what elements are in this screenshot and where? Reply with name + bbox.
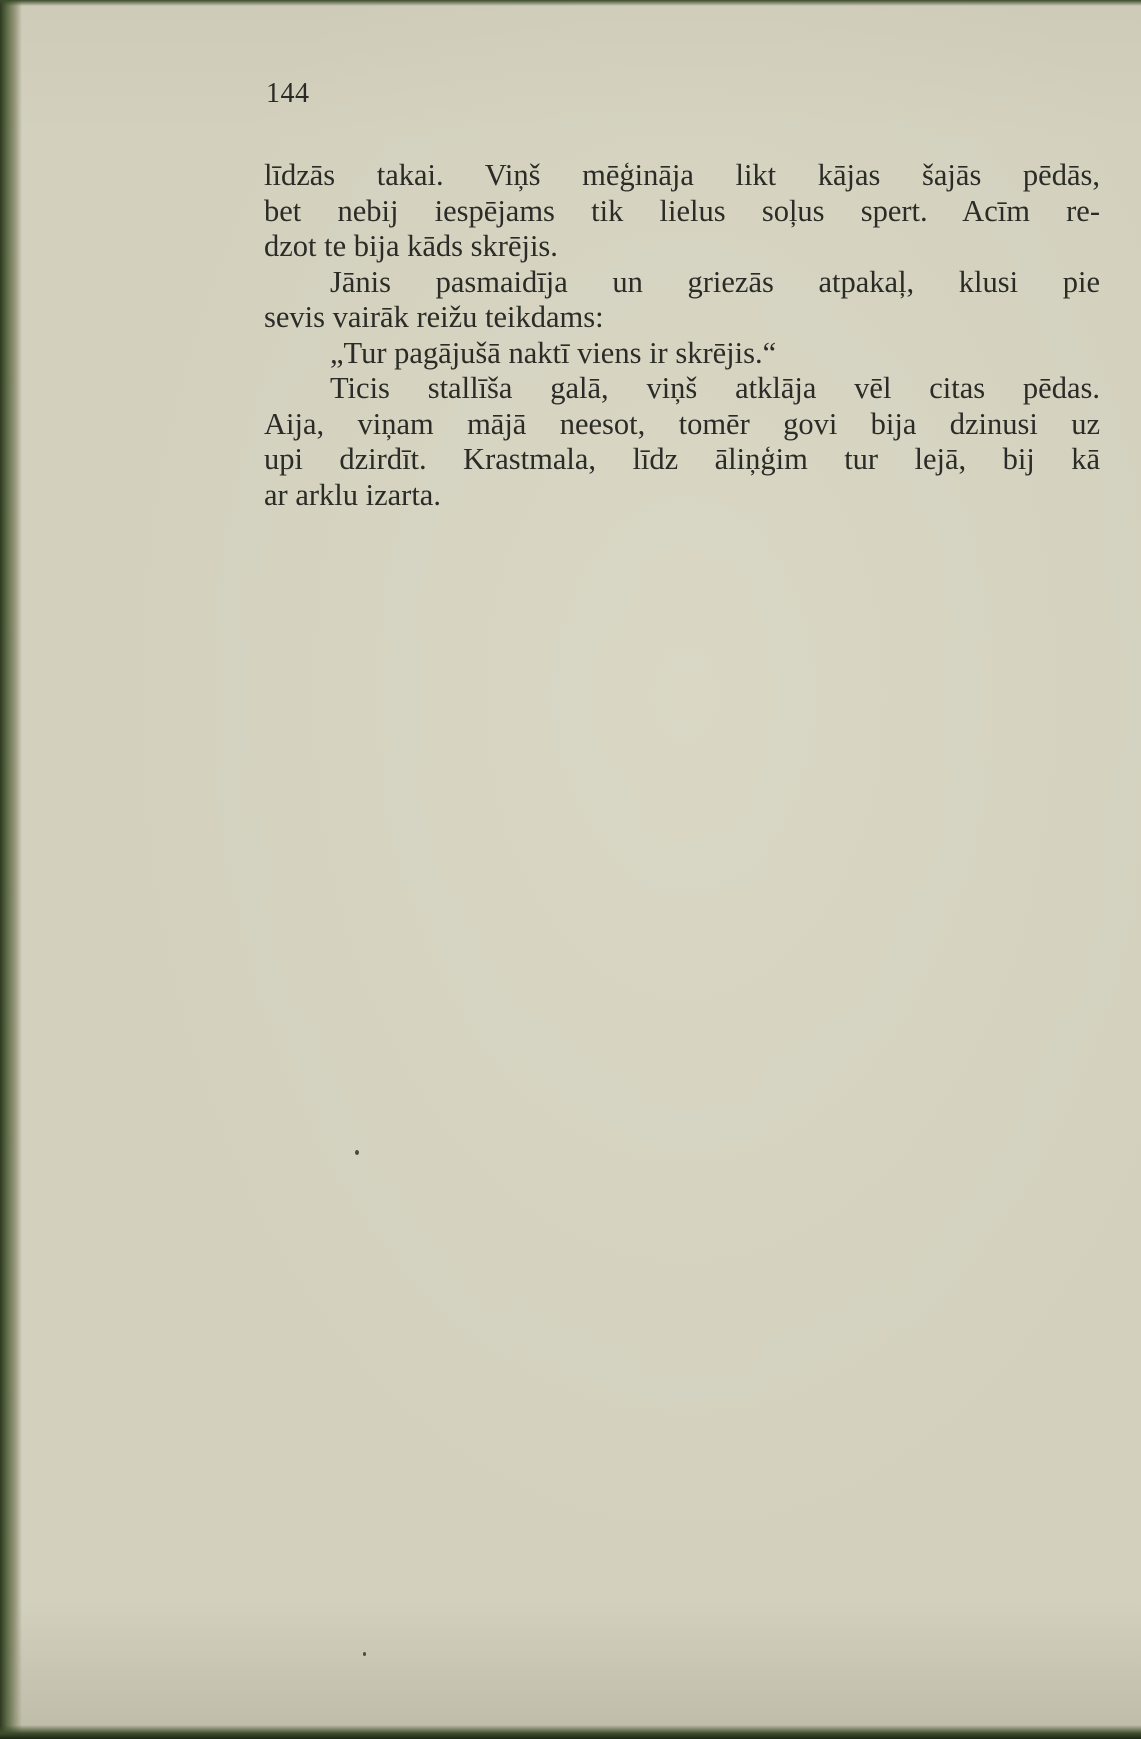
text-line: līdzās takai. Viņš mēģināja likt kājas šajās pēdās, — [264, 158, 1100, 192]
text-line: bet nebij iespējams tik lielus soļus spert. Acīm re- — [264, 193, 1100, 228]
page-binding-edge — [0, 0, 22, 1739]
paragraph-start-line: Ticis stallīša galā, viņš atklāja vēl citas pēdas. — [330, 371, 1100, 405]
text-line: dzot te bija kāds skrējis. — [264, 229, 558, 263]
quoted-speech-line: „Tur pagājušā naktī viens ir skrējis.“ — [330, 335, 777, 370]
page-bottom-edge — [0, 1725, 1141, 1739]
text-line: Aija, viņam mājā neesot, tomēr govi bija dzinusi uz — [264, 406, 1100, 441]
paper-speck — [363, 1652, 366, 1656]
page-top-edge — [0, 0, 1141, 6]
text-line: ar arklu izarta. — [264, 477, 441, 512]
text-line: upi dzirdīt. Krastmala, līdz āliņģim tur lejā, bij kā — [264, 442, 1100, 476]
body-text — [264, 158, 1100, 513]
paper-speck — [355, 1150, 359, 1155]
text-line: sevis vairāk reižu teikdams: — [264, 300, 604, 334]
paragraph-start-line: Jānis pasmaidīja un griezās atpakaļ, klusi pie — [330, 264, 1100, 299]
page-number: 144 — [266, 78, 310, 109]
